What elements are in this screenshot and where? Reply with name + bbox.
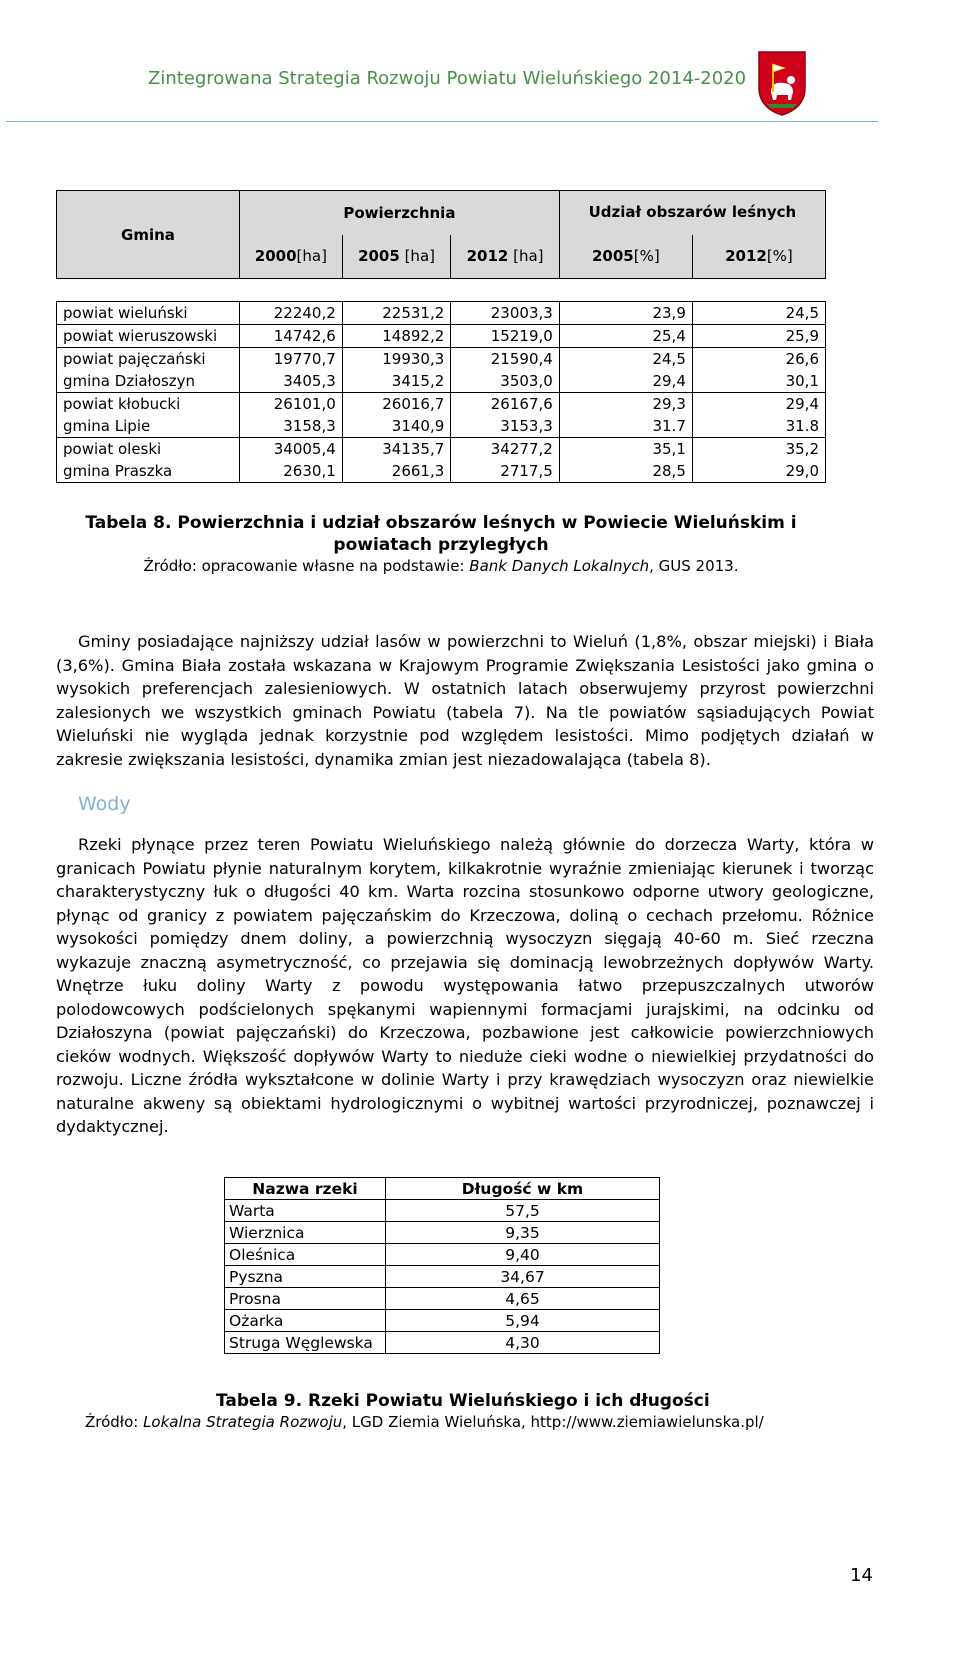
value-line: 31.8 — [785, 417, 819, 435]
cell-value — [240, 393, 343, 438]
river-name: Pyszna — [225, 1266, 386, 1288]
col-2005-pct: 2005[%] — [559, 235, 692, 279]
table-row — [57, 348, 826, 393]
col-powierzchnia: Powierzchnia — [240, 191, 560, 235]
cell-value — [692, 302, 825, 325]
cell-value — [451, 325, 560, 348]
river-length: 34,67 — [386, 1266, 660, 1288]
table9-caption-title: Tabela 9. Rzeki Powiatu Wieluńskiego i ich długości — [216, 1391, 710, 1411]
table-row — [57, 325, 826, 348]
col-river-length: Długość w km — [386, 1178, 660, 1200]
value-line: 24,5 — [652, 350, 686, 368]
col-2012-pct: 2012[%] — [692, 235, 825, 279]
cell-value — [692, 393, 825, 438]
cell-value — [342, 438, 451, 483]
row-label — [57, 325, 240, 348]
table-row — [225, 1200, 660, 1222]
value-line: 14742,6 — [273, 327, 336, 345]
unit-name: gmina Działoszyn — [63, 372, 196, 390]
col-2012: 2012 [ha] — [451, 235, 560, 279]
unit-name: powiat pajęczański — [63, 350, 206, 368]
value-line: 19930,3 — [382, 350, 445, 368]
river-name: Warta — [225, 1200, 386, 1222]
value-line: 24,5 — [785, 304, 819, 322]
unit-name: powiat kłobucki — [63, 395, 181, 413]
table9-caption — [56, 1390, 916, 1432]
paragraph-forestation: Gminy posiadające najniższy udział lasów w powierzchni to Wieluń (1,8%, obszar miejski) i Biała (3,6%). Gmina Biała została wskazana w Krajowym Programie Zwiększania Lesistości jako gmina o wysokich preferencjach zalesieniowych. W ostatnich latach obserwujemy przyrost powierzchni zalesionych we wszystkich gminach Powiatu (tabela 7). Na tle powiatów sąsiadujących Powiat Wieluński nie wygląda jednak korzystnie pod względem lesistości. Mimo podjętych działań w zakresie zwiększania lesistości, dynamika zmian jest niezadowalająca (tabela 8). — [56, 632, 874, 769]
cell-value — [559, 348, 692, 393]
river-name: Ożarka — [225, 1310, 386, 1332]
value-line: 26167,6 — [490, 395, 553, 413]
river-length: 9,40 — [386, 1244, 660, 1266]
value-line: 34277,2 — [490, 440, 553, 458]
col-2005: 2005 [ha] — [342, 235, 451, 279]
river-name: Struga Węglewska — [225, 1332, 386, 1354]
cell-value — [451, 438, 560, 483]
cell-value — [559, 325, 692, 348]
col-river-name: Nazwa rzeki — [225, 1178, 386, 1200]
value-line: 34135,7 — [382, 440, 445, 458]
value-line: 25,4 — [652, 327, 686, 345]
cell-value — [342, 302, 451, 325]
table-row — [225, 1266, 660, 1288]
col-2000: 2000[ha] — [240, 235, 343, 279]
table-row — [57, 393, 826, 438]
value-line: 3415,2 — [391, 372, 445, 390]
unit-name: powiat wieluński — [63, 304, 188, 322]
value-line: 31.7 — [652, 417, 686, 435]
value-line: 14892,2 — [382, 327, 445, 345]
value-line: 30,1 — [785, 372, 819, 390]
value-line: 2661,3 — [391, 462, 445, 480]
cell-value — [240, 302, 343, 325]
unit-name: gmina Lipie — [63, 417, 151, 435]
rivers-table — [224, 1177, 660, 1354]
cell-value — [692, 438, 825, 483]
table-row — [57, 302, 826, 325]
river-name: Prosna — [225, 1288, 386, 1310]
cell-value — [559, 438, 692, 483]
table-row — [225, 1288, 660, 1310]
row-label — [57, 302, 240, 325]
value-line: 35,2 — [785, 440, 819, 458]
cell-value — [240, 438, 343, 483]
row-label — [57, 438, 240, 483]
unit-name: powiat wieruszowski — [63, 327, 218, 345]
river-name: Wierznica — [225, 1222, 386, 1244]
section-heading-wody: Wody — [78, 793, 131, 815]
value-line: 22531,2 — [382, 304, 445, 322]
value-line: 23003,3 — [490, 304, 553, 322]
cell-value — [559, 302, 692, 325]
value-line: 19770,7 — [273, 350, 336, 368]
river-length: 4,65 — [386, 1288, 660, 1310]
value-line: 3405,3 — [283, 372, 336, 390]
value-line: 22240,2 — [273, 304, 336, 322]
cell-value — [451, 302, 560, 325]
value-line: 29,3 — [652, 395, 686, 413]
value-line: 29,4 — [785, 395, 819, 413]
table8-caption-source: Źródło: opracowanie własne na podstawie: Bank Danych Lokalnych, GUS 2013. — [143, 557, 739, 575]
value-line: 3140,9 — [391, 417, 445, 435]
table8-caption-title: Tabela 8. Powierzchnia i udział obszarów leśnych w Powiecie Wieluńskim i powiatach przyległych — [85, 513, 797, 555]
col-gmina: Gmina — [57, 191, 240, 279]
table-row — [225, 1310, 660, 1332]
header-rule — [6, 121, 878, 122]
value-line: 3158,3 — [283, 417, 336, 435]
value-line: 23,9 — [652, 304, 686, 322]
value-line: 26,6 — [785, 350, 819, 368]
value-line: 26101,0 — [273, 395, 336, 413]
page-number: 14 — [850, 1565, 873, 1586]
value-line: 2630,1 — [283, 462, 336, 480]
cell-value — [240, 348, 343, 393]
table-row — [57, 438, 826, 483]
river-name: Oleśnica — [225, 1244, 386, 1266]
table8-caption — [56, 512, 826, 576]
cell-value — [342, 348, 451, 393]
cell-value — [342, 393, 451, 438]
value-line: 25,9 — [785, 327, 819, 345]
value-line: 2717,5 — [500, 462, 553, 480]
river-length: 9,35 — [386, 1222, 660, 1244]
row-label — [57, 348, 240, 393]
cell-value — [692, 348, 825, 393]
table-row — [225, 1222, 660, 1244]
cell-value — [692, 325, 825, 348]
value-line: 21590,4 — [490, 350, 553, 368]
value-line: 26016,7 — [382, 395, 445, 413]
cell-value — [559, 393, 692, 438]
value-line: 35,1 — [652, 440, 686, 458]
value-line: 3503,0 — [500, 372, 553, 390]
table-row — [225, 1244, 660, 1266]
unit-name: powiat oleski — [63, 440, 162, 458]
paragraph-rivers: Rzeki płynące przez teren Powiatu Wieluńskiego należą głównie do dorzecza Warty, która w granicach Powiatu płynie naturalnym korytem, kilkakrotnie wyraźnie zmieniając kierunek i tworząc charakterystyczny łuk o długości 40 km. Warta rozcina stosunkowo odporne utwory geologiczne, płynąc od granicy z powiatem pajęczańskim do Krzeczowa, doliną o cechach przełomu. Różnice wysokości pomiędzy dnem doliny, a powierzchnią wysoczyzn sięgają 40-60 m. Sieć rzeczna wykazuje znaczną asymetryczność, co przejawia się dominacją lewobrzeżnych dopływów Warty. Wnętrze łuku doliny Warty z powodu występowania łatwo przepuszczalnych utworów polodowcowych podścielonych spękanymi wapiennymi formacjami jurajskimi, na odcinku od Działoszyna (powiat pajęczański) do Krzeczowa, pozbawione jest całkowicie powierzchniowych cieków wodnych. Większość dopływów Warty to nieduże cieki wodne o niewielkiej przydatności do rozwoju. Liczne źródła wykształcone w dolinie Warty i przy krawędziach wysoczyzn oraz niewielkie naturalne akweny są obiektami hydrologicznymi o wybitnej wartości przyrodniczej, poznawczej i dydaktycznej. — [56, 835, 874, 1136]
value-line: 15219,0 — [490, 327, 553, 345]
cell-value — [240, 325, 343, 348]
value-line: 3153,3 — [500, 417, 553, 435]
river-length: 57,5 — [386, 1200, 660, 1222]
cell-value — [342, 325, 451, 348]
value-line: 29,4 — [652, 372, 686, 390]
river-length: 4,30 — [386, 1332, 660, 1354]
river-length: 5,94 — [386, 1310, 660, 1332]
coat-of-arms-icon — [757, 50, 807, 116]
cell-value — [451, 348, 560, 393]
forest-area-table — [56, 190, 826, 483]
document-header-title: Zintegrowana Strategia Rozwoju Powiatu Wieluńskiego 2014-2020 — [148, 68, 747, 89]
value-line: 28,5 — [652, 462, 686, 480]
row-label — [57, 393, 240, 438]
unit-name: gmina Praszka — [63, 462, 173, 480]
cell-value — [451, 393, 560, 438]
col-udzial: Udział obszarów leśnych — [559, 191, 825, 235]
value-line: 34005,4 — [273, 440, 336, 458]
value-line: 29,0 — [785, 462, 819, 480]
table-row — [225, 1332, 660, 1354]
table9-caption-source: Źródło: Lokalna Strategia Rozwoju, LGD Ziemia Wieluńska, http://www.ziemiawielunska.pl/ — [85, 1413, 764, 1431]
